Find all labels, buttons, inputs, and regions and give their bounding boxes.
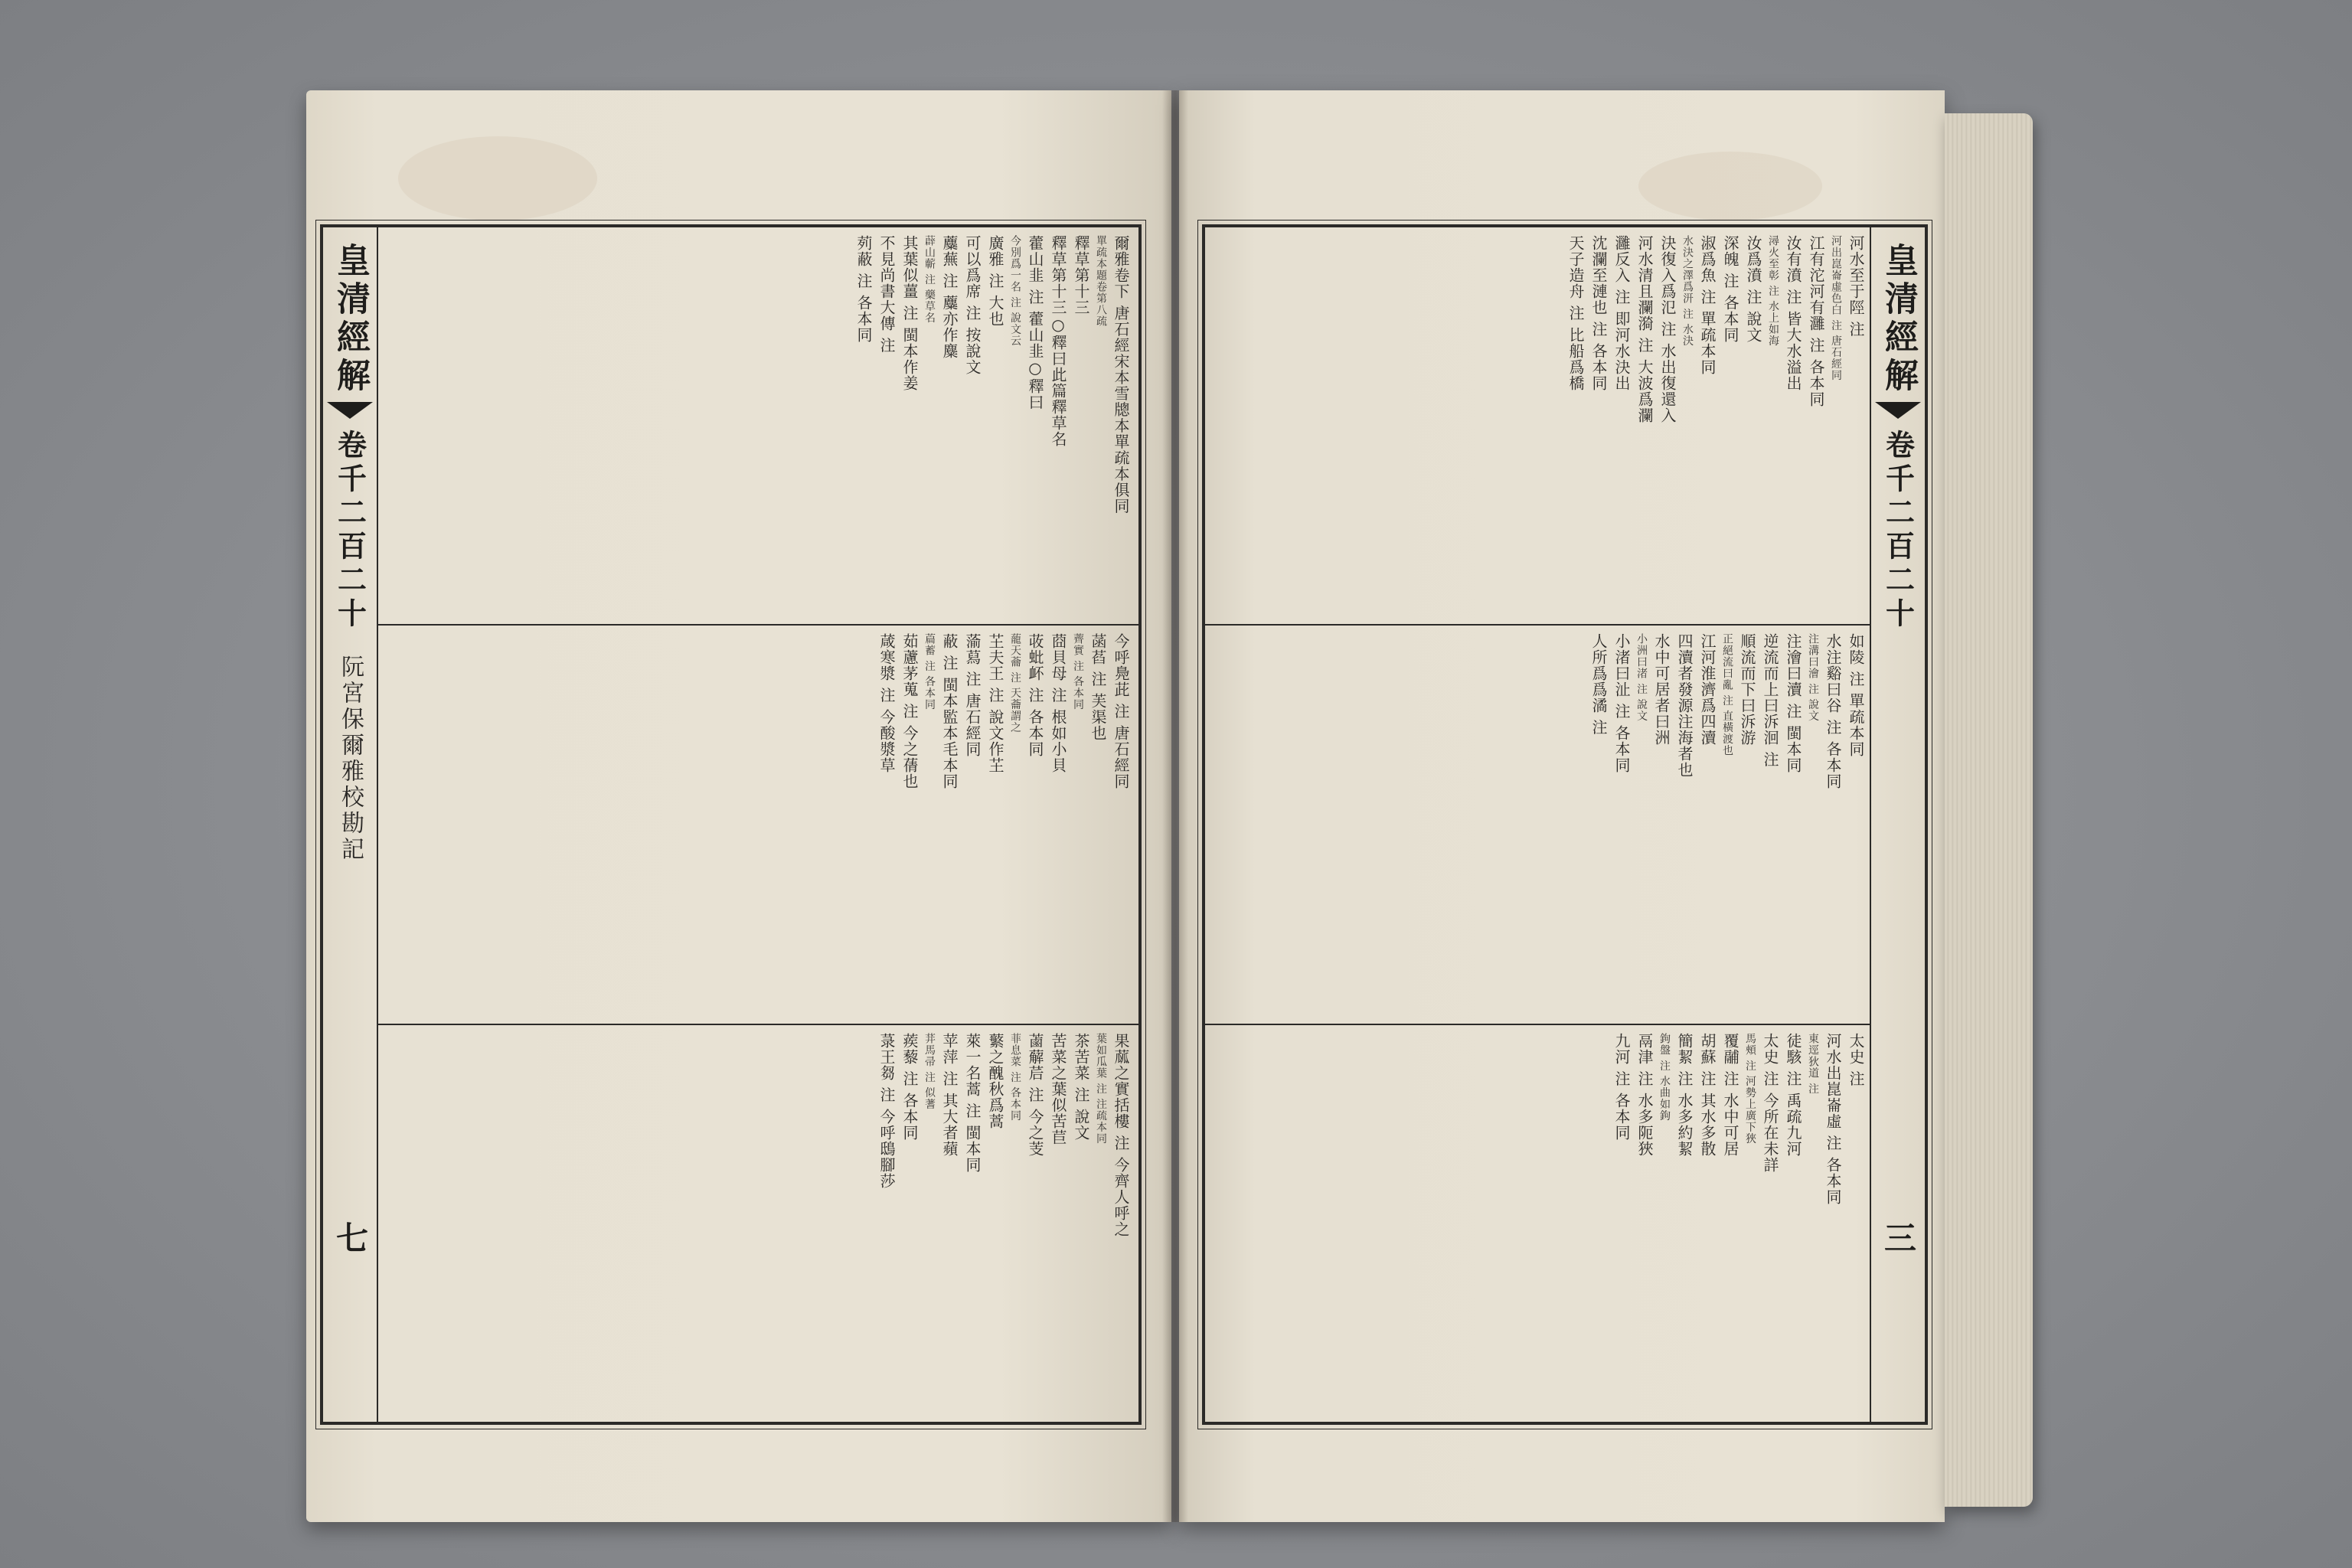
fish-tail-mark <box>1875 402 1921 419</box>
text-column: 蘪蕪 注 蘪亦作麋 <box>940 235 959 359</box>
text-column: 小渚曰沚 注 各本同 <box>1612 633 1631 773</box>
text-column: 茶苦菜 注 說文 <box>1072 1033 1090 1141</box>
text-column: 水注谿曰谷 注 各本同 <box>1824 633 1842 789</box>
right-middle-band <box>1211 633 1867 1016</box>
text-column: 廣雅 注 大也 <box>986 235 1004 327</box>
text-column: 苦菜之葉似苦苣 <box>1049 1033 1067 1145</box>
text-column: 河水出崑崙虛 注 各本同 <box>1824 1033 1842 1205</box>
text-column: 注溝曰澮 注 說文 <box>1807 633 1819 722</box>
text-column: 逆流而上曰泝洄 注 <box>1761 633 1779 768</box>
text-column: 蘩之醜秋爲蒿 <box>986 1033 1004 1129</box>
text-column: 河水至于陘 注 <box>1847 235 1865 338</box>
text-column: 徒駭 注 禹疏九河 <box>1784 1033 1802 1157</box>
text-column: 薺實 注 各本同 <box>1072 633 1084 710</box>
text-column: 芏夫王 注 說文作芏 <box>986 633 1004 773</box>
left-page <box>306 90 1171 1522</box>
text-column: 汝有濆 注 皆大水溢出 <box>1784 235 1802 391</box>
text-column: 覆鬴 注 水中可居 <box>1721 1033 1740 1157</box>
text-column: 灉反入 注 即河水決出 <box>1612 235 1631 391</box>
text-column: 爾雅卷下 唐石經宋本雪牕本單疏本俱同 <box>1112 235 1130 514</box>
text-column: 蕍蕮 注 唐石經同 <box>963 633 982 757</box>
left-margin-subtitle: 阮宮保爾雅校勘記 <box>337 655 364 863</box>
left-bottom-band <box>381 1033 1132 1412</box>
left-margin-volume: 卷千二百二十 <box>332 430 368 632</box>
band-divider <box>1205 1024 1870 1025</box>
text-column: 水中可居者曰洲 <box>1652 633 1671 746</box>
left-top-band <box>381 235 1132 618</box>
text-column: 藿山韭 注 藿山韭○釋曰 <box>1026 235 1044 410</box>
open-book <box>306 90 2044 1522</box>
text-column: 江河淮濟爲四瀆 <box>1698 633 1717 746</box>
left-middle-band <box>381 633 1132 1016</box>
left-margin-page-number: 七 <box>332 1221 369 1253</box>
text-column: 不見尚書大傳 注 <box>877 235 896 354</box>
text-column: 簡絜 注 水多約絜 <box>1675 1033 1694 1157</box>
text-column: 小洲曰渚 注 說文 <box>1635 633 1648 722</box>
text-column: 其葉似薑 注 閩本作姜 <box>900 235 919 391</box>
text-column: 決復入爲氾 注 水出復還入 <box>1658 235 1677 423</box>
text-column: 九河 注 各本同 <box>1612 1033 1631 1141</box>
text-column: 正絕流曰亂 注 直橫渡也 <box>1721 633 1733 756</box>
book-gutter <box>1162 90 1188 1522</box>
text-column: 莔貝母 注 根如小貝 <box>1049 633 1067 773</box>
text-column: 蒺藜 注 各本同 <box>900 1033 919 1141</box>
band-divider <box>378 1024 1138 1025</box>
text-column: 果蓏之實括樓 注 今齊人呼之 <box>1112 1033 1130 1237</box>
text-column: 荓馬帚 注 似蓍 <box>923 1033 936 1110</box>
right-bottom-band <box>1211 1033 1867 1412</box>
paper-stain <box>1638 152 1822 220</box>
text-column: 馬頰 注 河勢上廣下狹 <box>1744 1033 1756 1145</box>
text-column: 今別爲一名 注 說文云 <box>1009 235 1021 347</box>
text-column: 江有沱河有灉 注 各本同 <box>1807 235 1825 407</box>
right-page <box>1179 90 1945 1522</box>
right-page-frame <box>1202 224 1928 1425</box>
text-column: 萊一名蒿 注 閩本同 <box>963 1033 982 1173</box>
text-column: 汝爲濆 注 說文 <box>1744 235 1762 343</box>
right-page-center-margin <box>1870 227 1925 1422</box>
text-column: 鉤盤 注 水曲如鉤 <box>1658 1033 1671 1122</box>
text-column: 釋草第十三 <box>1072 235 1090 315</box>
text-column: 薜山蘄 注 藥草名 <box>923 235 936 324</box>
text-column: 河水清且瀾漪 注 大波爲瀾 <box>1635 235 1654 423</box>
text-column: 單疏本題卷第八疏 <box>1095 235 1107 327</box>
left-margin-title: 皇清經解 <box>331 243 370 396</box>
text-column: 葉如瓜葉 注 注疏本同 <box>1095 1033 1107 1145</box>
band-divider <box>378 624 1138 626</box>
text-column: 天子造舟 注 比船爲橋 <box>1566 235 1585 391</box>
page-stack-edge <box>1945 113 2033 1507</box>
band-divider <box>1205 624 1870 626</box>
text-column: 淑爲魚 注 單疏本同 <box>1698 235 1717 375</box>
text-column: 胡蘇 注 其水多散 <box>1698 1033 1717 1157</box>
text-column: 東逕狄道 注 <box>1807 1033 1819 1095</box>
text-column: 茹藘茅蒐 注 今之蒨也 <box>900 633 919 789</box>
text-column: 太史 注 <box>1847 1033 1865 1087</box>
text-column: 沈瀾至漣也 注 各本同 <box>1589 235 1608 391</box>
right-margin-page-number: 三 <box>1880 1221 1917 1253</box>
text-column: 深魄 注 各本同 <box>1721 235 1740 343</box>
text-column: 如陵 注 單疏本同 <box>1847 633 1865 757</box>
text-column: 菉王芻 注 今呼鴟腳莎 <box>877 1033 896 1189</box>
text-column: 今呼鳧茈 注 唐石經同 <box>1112 633 1130 789</box>
right-margin-title: 皇清經解 <box>1879 243 1918 396</box>
text-column: 人所爲爲潏 注 <box>1589 633 1608 736</box>
paper-stain <box>398 136 597 220</box>
text-column: 水決之澤爲汧 注 水決 <box>1681 235 1694 347</box>
right-margin-volume: 卷千二百二十 <box>1880 430 1916 632</box>
left-page-center-margin <box>323 227 378 1422</box>
left-page-frame <box>320 224 1142 1425</box>
text-column: 順流而下曰泝游 <box>1738 633 1756 746</box>
text-column: 鬲津 注 水多阨狹 <box>1635 1033 1654 1157</box>
text-column: 萹蓄 注 各本同 <box>923 633 936 710</box>
text-column: 荍蚍衃 注 各本同 <box>1026 633 1044 757</box>
text-column: 釋草第十三○釋曰此篇釋草名 <box>1049 235 1067 447</box>
text-column: 茢蔽 注 各本同 <box>854 235 873 343</box>
text-column: 蓾薢茩 注 今之芰 <box>1026 1033 1044 1157</box>
text-column: 葴寒漿 注 今酸漿草 <box>877 633 896 773</box>
text-column: 河出崑崙虛色白 注 唐石經同 <box>1830 235 1842 381</box>
text-column: 菲息菜 注 各本同 <box>1009 1033 1021 1122</box>
text-column: 蔽 注 閩本監本毛本同 <box>940 633 959 789</box>
text-column: 菡萏 注 芙渠也 <box>1089 633 1107 741</box>
text-column: 苹萍 注 其大者蘋 <box>940 1033 959 1157</box>
text-column: 四瀆者發源注海者也 <box>1675 633 1694 778</box>
right-top-band <box>1211 235 1867 618</box>
text-column: 潯火至彰 注 水上如海 <box>1767 235 1779 347</box>
text-column: 可以爲席 注 按說文 <box>963 235 982 375</box>
text-column: 太史 注 今所在未詳 <box>1761 1033 1779 1173</box>
fish-tail-mark <box>327 402 373 419</box>
text-column: 注澮曰瀆 注 閩本同 <box>1784 633 1802 773</box>
text-column: 蘢天蘥 注 天蘥謂之 <box>1009 633 1021 733</box>
